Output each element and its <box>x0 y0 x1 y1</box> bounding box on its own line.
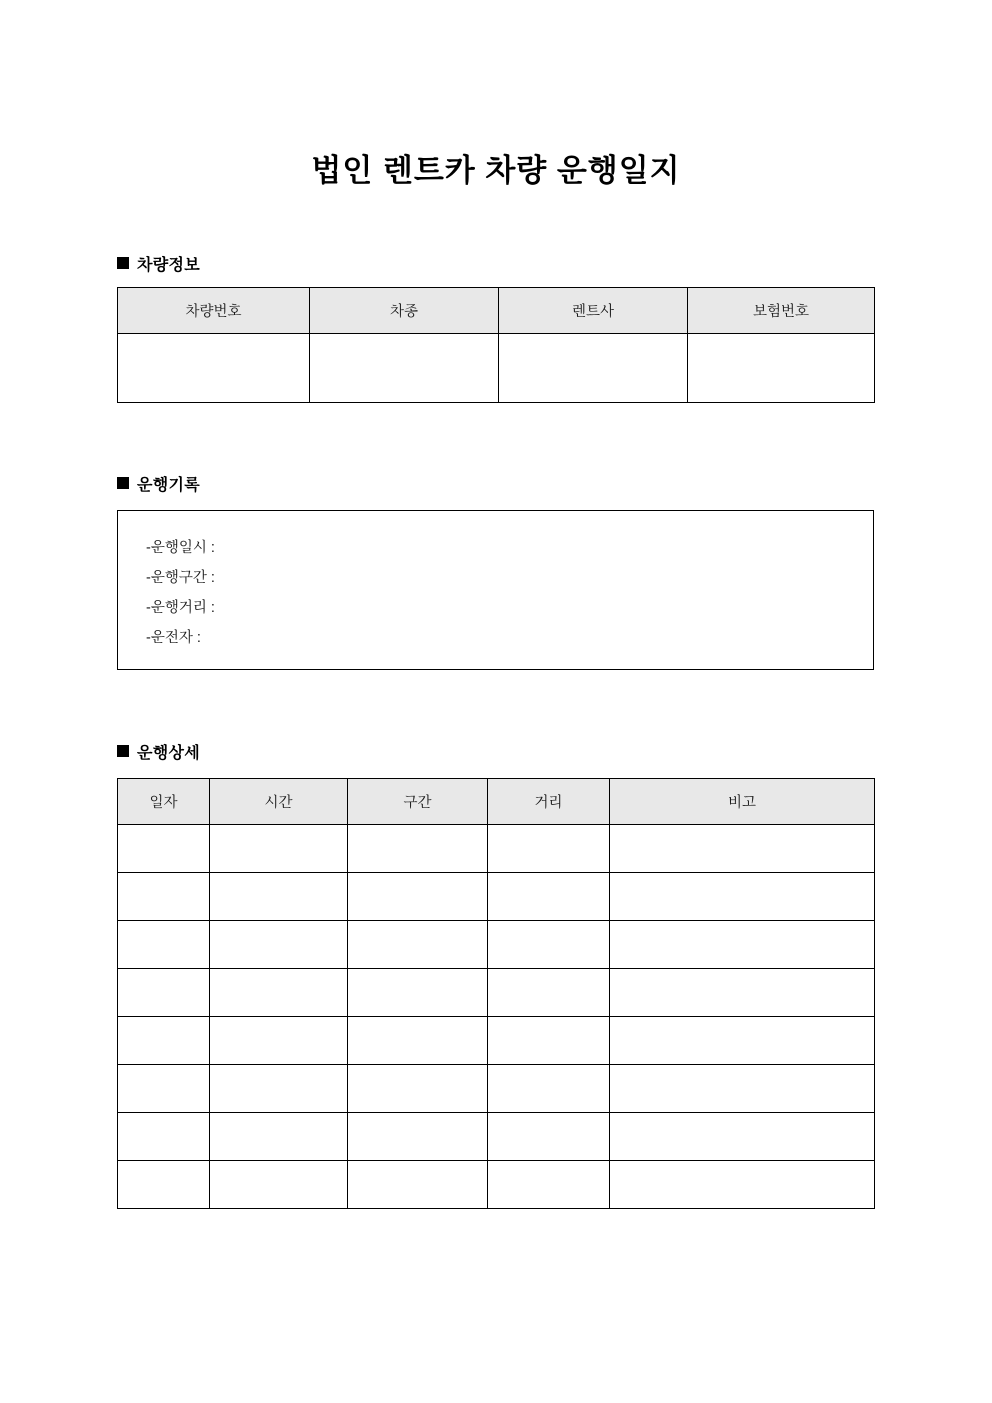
cell-time[interactable] <box>210 825 348 873</box>
table-header-row <box>118 288 875 334</box>
column-header-vehicle-number: 차량번호 <box>118 288 310 334</box>
square-bullet-icon <box>117 477 129 489</box>
cell-route[interactable] <box>348 1017 488 1065</box>
cell-time[interactable] <box>210 873 348 921</box>
field-operation-route[interactable]: -운행구간 : <box>146 570 215 586</box>
column-header-remarks: 비고 <box>610 779 875 825</box>
cell-vehicle-number[interactable] <box>118 334 310 403</box>
cell-route[interactable] <box>348 1161 488 1209</box>
cell-vehicle-type[interactable] <box>310 334 499 403</box>
cell-rental-company[interactable] <box>499 334 688 403</box>
cell-date[interactable] <box>118 825 210 873</box>
cell-route[interactable] <box>348 969 488 1017</box>
cell-remarks[interactable] <box>610 969 875 1017</box>
cell-remarks[interactable] <box>610 1017 875 1065</box>
section-heading-operation-detail-label: 운행상세 <box>137 745 201 762</box>
cell-date[interactable] <box>118 1113 210 1161</box>
column-header-rental-company: 렌트사 <box>499 288 688 334</box>
operation-detail-table-body <box>118 825 875 1209</box>
cell-distance[interactable] <box>488 1065 610 1113</box>
vehicle-info-table <box>117 287 875 403</box>
column-header-route: 구간 <box>348 779 488 825</box>
cell-remarks[interactable] <box>610 873 875 921</box>
cell-time[interactable] <box>210 921 348 969</box>
cell-date[interactable] <box>118 873 210 921</box>
table-row <box>118 1065 875 1113</box>
cell-date[interactable] <box>118 969 210 1017</box>
table-row <box>118 1161 875 1209</box>
cell-remarks[interactable] <box>610 825 875 873</box>
cell-date[interactable] <box>118 921 210 969</box>
page-title: 법인 렌트카 차량 운행일지 <box>311 152 681 188</box>
cell-distance[interactable] <box>488 1161 610 1209</box>
table-row <box>118 1113 875 1161</box>
cell-date[interactable] <box>118 1065 210 1113</box>
operation-record-field-list <box>118 511 873 653</box>
table-row <box>118 334 875 403</box>
column-header-date: 일자 <box>118 779 210 825</box>
cell-distance[interactable] <box>488 969 610 1017</box>
cell-distance[interactable] <box>488 825 610 873</box>
cell-time[interactable] <box>210 1113 348 1161</box>
field-operation-datetime[interactable]: -운행일시 : <box>146 540 215 556</box>
cell-time[interactable] <box>210 1017 348 1065</box>
cell-route[interactable] <box>348 873 488 921</box>
cell-distance[interactable] <box>488 1113 610 1161</box>
field-driver[interactable]: -운전자 : <box>146 630 201 646</box>
cell-time[interactable] <box>210 969 348 1017</box>
section-heading-operation-record-label: 운행기록 <box>137 477 201 494</box>
cell-route[interactable] <box>348 1113 488 1161</box>
cell-route[interactable] <box>348 825 488 873</box>
column-header-distance: 거리 <box>488 779 610 825</box>
operation-detail-table <box>117 778 875 1209</box>
cell-remarks[interactable] <box>610 1161 875 1209</box>
cell-remarks[interactable] <box>610 1065 875 1113</box>
square-bullet-icon <box>117 257 129 269</box>
table-row <box>118 921 875 969</box>
column-header-insurance-number: 보험번호 <box>688 288 875 334</box>
cell-distance[interactable] <box>488 1017 610 1065</box>
cell-route[interactable] <box>348 1065 488 1113</box>
field-operation-distance[interactable]: -운행거리 : <box>146 600 215 616</box>
table-row <box>118 969 875 1017</box>
cell-remarks[interactable] <box>610 921 875 969</box>
cell-time[interactable] <box>210 1161 348 1209</box>
section-heading-vehicle-info-label: 차량정보 <box>137 257 201 274</box>
column-header-time: 시간 <box>210 779 348 825</box>
table-row <box>118 1017 875 1065</box>
cell-time[interactable] <box>210 1065 348 1113</box>
section-heading-operation-record <box>117 472 200 495</box>
cell-date[interactable] <box>118 1017 210 1065</box>
cell-distance[interactable] <box>488 873 610 921</box>
cell-insurance-number[interactable] <box>688 334 875 403</box>
cell-route[interactable] <box>348 921 488 969</box>
square-bullet-icon <box>117 745 129 757</box>
table-header-row <box>118 779 875 825</box>
cell-remarks[interactable] <box>610 1113 875 1161</box>
column-header-vehicle-type: 차종 <box>310 288 499 334</box>
table-row <box>118 825 875 873</box>
section-heading-vehicle-info <box>117 252 200 275</box>
section-heading-operation-detail <box>117 740 200 763</box>
cell-distance[interactable] <box>488 921 610 969</box>
cell-date[interactable] <box>118 1161 210 1209</box>
table-row <box>118 873 875 921</box>
operation-record-box[interactable] <box>117 510 874 670</box>
